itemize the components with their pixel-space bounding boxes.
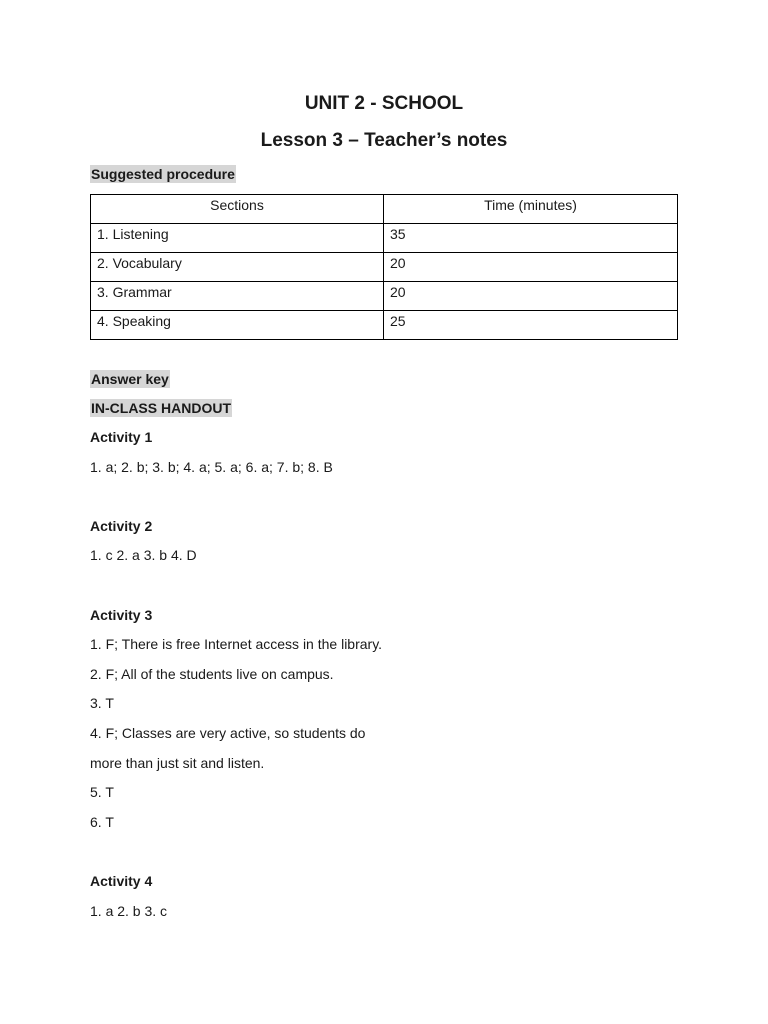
time-cell: 20: [384, 253, 678, 282]
table-row: [91, 224, 678, 253]
table-row: [91, 253, 678, 282]
time-cell: 20: [384, 282, 678, 311]
section-cell: 1. Listening: [91, 224, 384, 253]
time-cell: 25: [384, 311, 678, 340]
activity-4-answer-line: 1. a 2. b 3. c: [90, 903, 168, 919]
activity-2-heading: Activity 2: [90, 518, 153, 534]
activity-3-answer-line: 1. F; There is free Internet access in the library.: [90, 636, 383, 652]
answer-key-label: Answer key: [91, 371, 169, 387]
column-header-time: Time (minutes): [384, 195, 678, 224]
section-cell: 3. Grammar: [91, 282, 384, 311]
activity-3-answer-line: 5. T: [90, 784, 114, 800]
table-row: [91, 282, 678, 311]
activity-1-heading: Activity 1: [90, 429, 153, 445]
lesson-title: Lesson 3 – Teacher’s notes: [260, 130, 508, 151]
suggested-procedure-label: Suggested procedure: [91, 166, 235, 182]
table-header-row: [91, 195, 678, 224]
column-header-sections: Sections: [91, 195, 384, 224]
activity-4-heading: Activity 4: [90, 873, 153, 889]
activity-3-answer-line: more than just sit and listen.: [90, 755, 265, 771]
activity-1-answer-line: 1. a; 2. b; 3. b; 4. a; 5. a; 6. a; 7. b; 8. B: [90, 459, 333, 475]
activity-3-answer-line: 3. T: [90, 695, 114, 711]
activity-3-answer-line: 6. T: [90, 814, 114, 830]
activity-2-answer-line: 1. c 2. a 3. b 4. D: [90, 547, 197, 563]
activity-3-heading: Activity 3: [90, 607, 153, 623]
activity-3-answer-line: 4. F; Classes are very active, so students do: [90, 725, 366, 741]
table-row: [91, 311, 678, 340]
section-cell: 4. Speaking: [91, 311, 384, 340]
activity-3-answer-line: 2. F; All of the students live on campus.: [90, 666, 334, 682]
time-cell: 35: [384, 224, 678, 253]
section-cell: 2. Vocabulary: [91, 253, 384, 282]
procedure-table: [90, 194, 678, 340]
unit-title: UNIT 2 - SCHOOL: [304, 93, 464, 114]
handout-label: IN-CLASS HANDOUT: [91, 400, 231, 416]
